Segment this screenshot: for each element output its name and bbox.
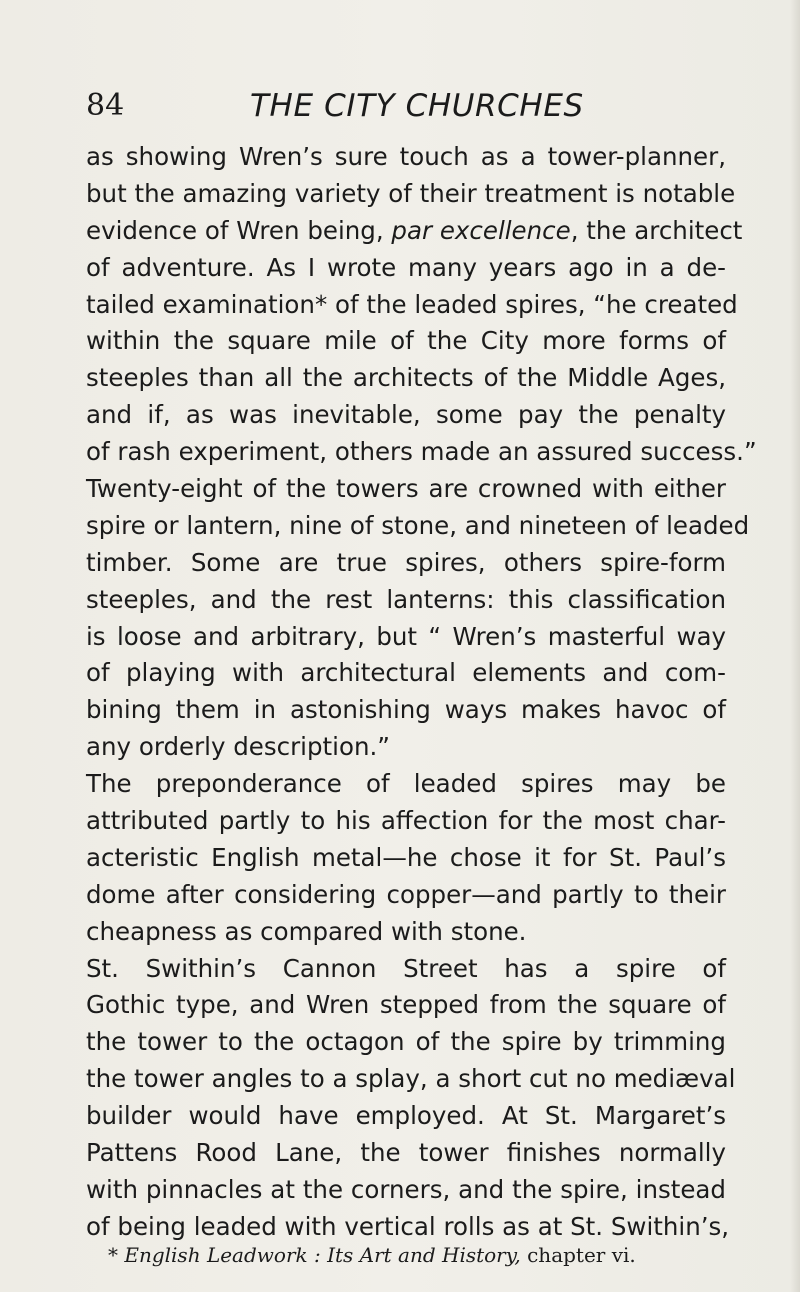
page-number: 84 (86, 88, 125, 123)
text-line: of adventure. As I wrote many years ago in a de- (86, 252, 726, 282)
text-line: steeples, and the rest lanterns: this classification (86, 584, 726, 614)
footnote-title: English Leadwork : Its Art and History, (124, 1243, 521, 1267)
italic-phrase: par excellence (391, 215, 571, 245)
footnote-marker: * (108, 1243, 118, 1267)
page-edge-shadow (790, 0, 800, 1292)
text-line: acteristic English metal—he chose it for St. Paul’s (86, 842, 726, 872)
text-line: bining them in astonishing ways makes havoc of (86, 695, 726, 725)
text-line: steeples than all the architects of the Middle Ages, (86, 363, 726, 393)
text-line: as showing Wren’s sure touch as a tower-planner, (86, 142, 726, 171)
text-line: tailed examination* of the leaded spires, “he created (86, 289, 738, 319)
text-line: but the amazing variety of their treatment is notable (86, 178, 736, 208)
footnote-rest: chapter vi. (527, 1243, 636, 1267)
text-line: attributed partly to his affection for the most char- (86, 806, 726, 836)
text-line: Gothic type, and Wren stepped from the square of (86, 990, 726, 1020)
text-line: the tower to the octagon of the spire by trimming (86, 1027, 726, 1057)
text-line: any orderly description.” (86, 732, 390, 762)
running-head: THE CITY CHURCHES (250, 88, 584, 124)
text-line: Twenty-eight of the towers are crowned with either (86, 474, 726, 504)
text-line: The preponderance of leaded spires may be (86, 769, 726, 799)
text-line: and if, as was inevitable, some pay the penalty (86, 400, 726, 430)
text-line: of being leaded with vertical rolls as at St. Swithin’s, (86, 1211, 730, 1241)
text-line: with pinnacles at the corners, and the spire, instead (86, 1174, 726, 1204)
text-line: cheapness as compared with stone. (86, 916, 527, 946)
page-header (86, 88, 726, 132)
text-line: the tower angles to a splay, a short cut no mediæval (86, 1064, 736, 1094)
text-line: builder would have employed. At St. Margaret’s (86, 1101, 726, 1131)
footnote (108, 1241, 728, 1269)
text-line: evidence of Wren being, par excellence, the architect (86, 215, 743, 245)
text-line: within the square mile of the City more forms of (86, 326, 726, 356)
text-line: of rash experiment, others made an assured success.” (86, 437, 757, 467)
text-line: St. Swithin’s Cannon Street has a spire of (86, 953, 726, 983)
text-line: timber. Some are true spires, others spire-form (86, 547, 726, 577)
text-line: is loose and arbitrary, but “ Wren’s masterful way (86, 621, 726, 651)
text-line: dome after considering copper—and partly to their (86, 879, 726, 909)
body-text (86, 139, 757, 1246)
text-line: spire or lantern, nine of stone, and nineteen of leaded (86, 510, 750, 540)
text-line: of playing with architectural elements and com- (86, 658, 726, 688)
text-line: Pattens Rood Lane, the tower finishes normally (86, 1138, 726, 1168)
